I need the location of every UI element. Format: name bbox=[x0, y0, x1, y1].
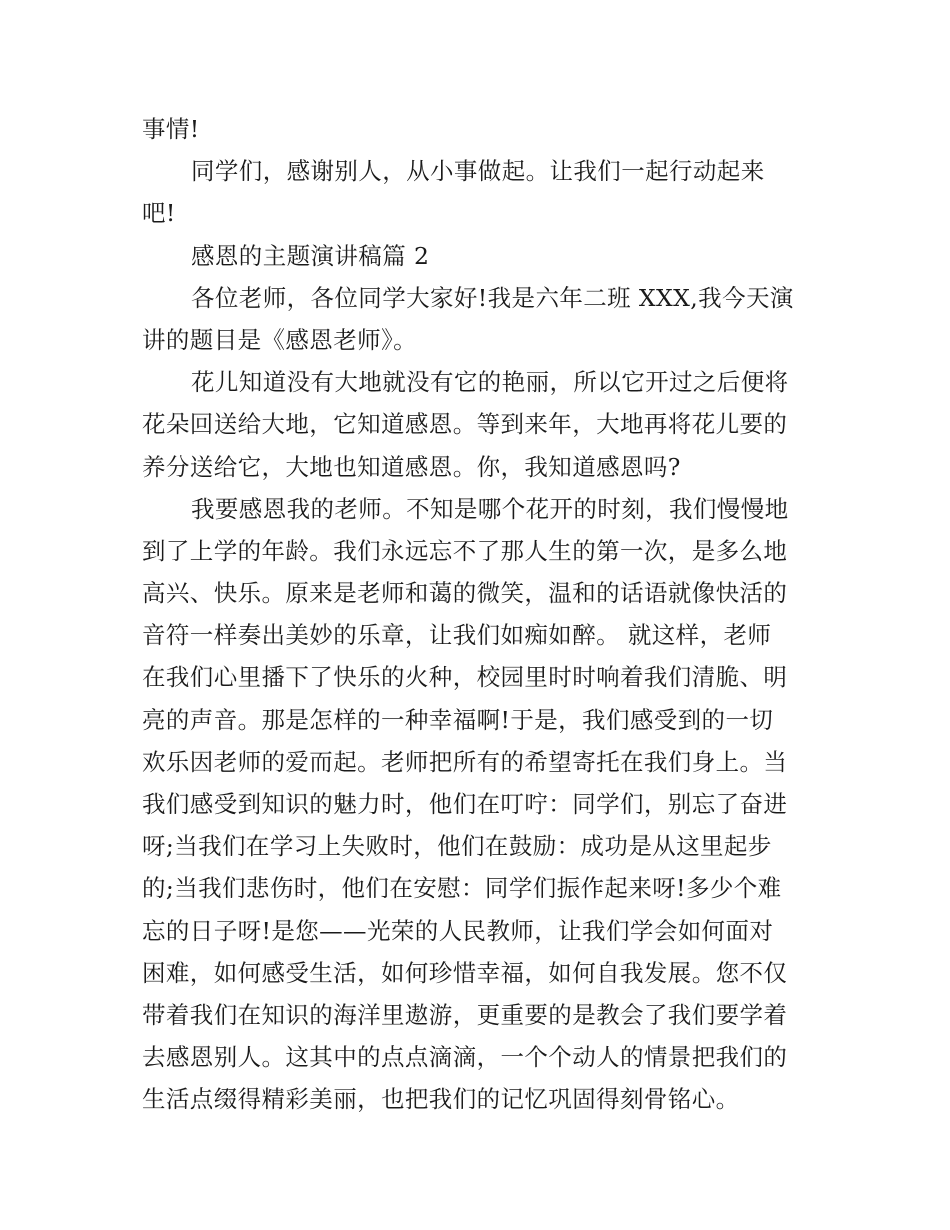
text-line: 忘的日子呀!是您——光荣的人民教师，让我们学会如何面对 bbox=[142, 916, 774, 945]
text-line: 呀;当我们在学习上失败时，他们在鼓励：成功是从这里起步 bbox=[142, 832, 772, 861]
text-line: 吧! bbox=[142, 199, 176, 228]
text-line: 欢乐因老师的爱而起。老师把所有的希望寄托在我们身上。当 bbox=[142, 747, 788, 776]
text-line: 养分送给它，大地也知道感恩。你，我知道感恩吗? bbox=[142, 452, 681, 481]
text-line: 同学们，感谢别人，从小事做起。让我们一起行动起来 bbox=[191, 157, 765, 186]
text-line: 事情! bbox=[142, 115, 200, 143]
text-line: 各位老师，各位同学大家好!我是六年二班 XXX,我今天演 bbox=[191, 283, 794, 312]
text-line: 亮的声音。那是怎样的一种幸福啊!于是，我们感受到的一切 bbox=[142, 705, 774, 734]
text-line: 的;当我们悲伤时，他们在安慰：同学们振作起来呀!多少个难 bbox=[142, 874, 782, 903]
text-line: 音符一样奏出美妙的乐章，让我们如痴如醉。 就这样，老师 bbox=[142, 621, 772, 650]
text-line: 去感恩别人。这其中的点点滴滴，一个个动人的情景把我们的 bbox=[142, 1043, 788, 1072]
text-line: 到了上学的年龄。我们永远忘不了那人生的第一次，是多么地 bbox=[142, 536, 788, 565]
text-line: 在我们心里播下了快乐的火种，校园里时时响着我们清脆、明 bbox=[142, 663, 788, 692]
text-line: 困难，如何感受生活，如何珍惜幸福，如何自我发展。您不仅 bbox=[142, 958, 788, 987]
text-line: 花儿知道没有大地就没有它的艳丽，所以它开过之后便将 bbox=[191, 368, 789, 397]
text-line: 带着我们在知识的海洋里遨游，更重要的是教会了我们要学着 bbox=[142, 1000, 788, 1029]
text-line: 感恩的主题演讲稿篇 2 bbox=[191, 241, 430, 270]
text-line: 花朵回送给大地，它知道感恩。等到来年，大地再将花儿要的 bbox=[142, 410, 788, 439]
document-body bbox=[142, 108, 812, 1121]
text-line: 讲的题目是《感恩老师》。 bbox=[142, 325, 418, 354]
text-line: 生活点缀得精彩美丽，也把我们的记忆巩固得刻骨铭心。 bbox=[142, 1085, 740, 1114]
text-line: 我们感受到知识的魅力时，他们在叮咛：同学们，别忘了奋进 bbox=[142, 790, 788, 818]
text-line: 高兴、快乐。原来是老师和蔼的微笑，温和的话语就像快活的 bbox=[142, 579, 788, 608]
text-line: 我要感恩我的老师。不知是哪个花开的时刻，我们慢慢地 bbox=[191, 494, 789, 523]
